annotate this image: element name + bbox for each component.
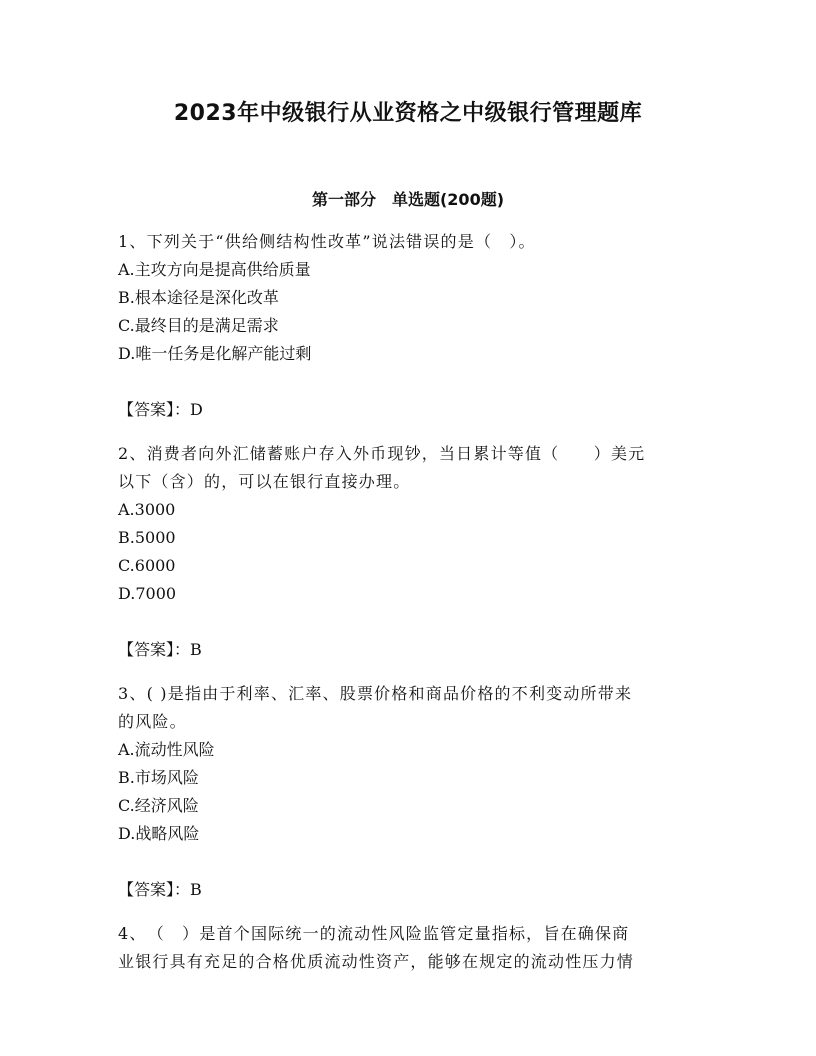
question-item	[118, 440, 686, 664]
question-text-continued: 的风险。	[118, 712, 187, 731]
option-c: C.6000	[118, 556, 176, 575]
question-item	[118, 920, 686, 976]
option-d: D.唯一任务是化解产能过剩	[118, 344, 312, 363]
option-a: A.3000	[118, 500, 176, 519]
answer-label: 【答案】：D	[118, 400, 203, 419]
question-text: 3、( )是指由于利率、汇率、股票价格和商品价格的不利变动所带来	[118, 684, 633, 703]
page-title: 2023年中级银行从业资格之中级银行管理题库	[173, 101, 643, 126]
question-item	[118, 228, 686, 424]
question-text: 4、 （ ）是首个国际统一的流动性风险监管定量指标，旨在确保商	[118, 924, 630, 943]
option-a: A.主攻方向是提高供给质量	[118, 260, 311, 279]
option-d: D.7000	[118, 584, 177, 603]
question-text-continued: 业银行具有充足的合格优质流动性资产，能够在规定的流动性压力情	[118, 952, 635, 971]
section-heading: 第一部分 单选题(200题)	[311, 190, 505, 209]
option-d: D.战略风险	[118, 824, 200, 843]
question-text: 1、下列关于“供给侧结构性改革”说法错误的是（ ）。	[118, 232, 536, 251]
option-b: B.市场风险	[118, 768, 199, 787]
answer-label: 【答案】：B	[118, 880, 202, 899]
option-b: B.5000	[118, 528, 176, 547]
question-text: 2、消费者向外汇储蓄账户存入外币现钞，当日累计等值（ ）美元	[118, 444, 646, 463]
question-text-continued: 以下（含）的，可以在银行直接办理。	[118, 472, 411, 491]
question-item	[118, 680, 686, 904]
answer-label: 【答案】：B	[118, 640, 202, 659]
option-c: C.经济风险	[118, 796, 199, 815]
option-b: B.根本途径是深化改革	[118, 288, 279, 307]
question-list	[118, 228, 686, 976]
option-c: C.最终目的是满足需求	[118, 316, 279, 335]
option-a: A.流动性风险	[118, 740, 215, 759]
